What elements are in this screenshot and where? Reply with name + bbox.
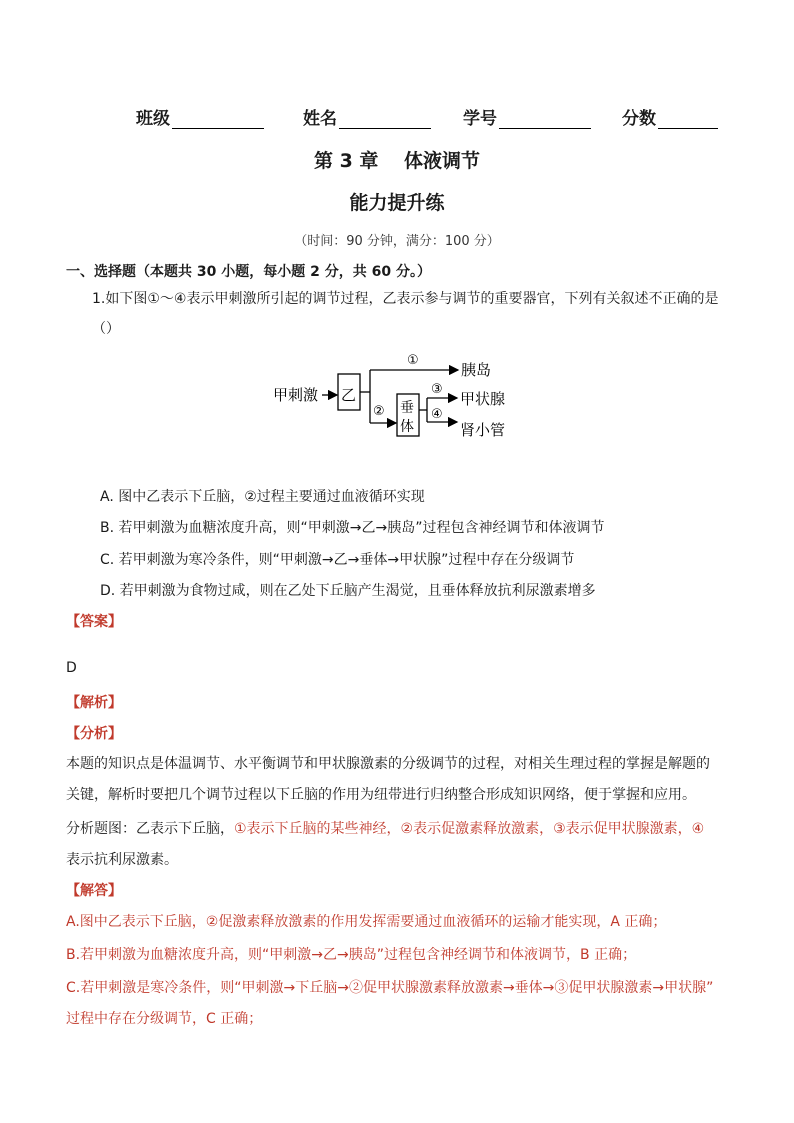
chapter-title: 第 3 章 体液调节 <box>313 150 481 172</box>
section-title: 一、选择题（本题共 30 小题，每小题 2 分，共 60 分。） <box>66 264 431 280</box>
analysis-p2-part-b: ①表示下丘脑的某些神经，②表示促激素释放激素，③表示促甲状腺激素，④ <box>234 821 705 837</box>
analysis-tag: 【分析】 <box>66 726 122 742</box>
class-blank <box>172 108 264 129</box>
id-blank <box>499 108 591 129</box>
solution-c-part-2: ②促甲状腺激素释放激素 <box>348 980 503 996</box>
solution-c-part-5: →甲状腺” <box>652 980 714 996</box>
option-c: C. 若甲刺激为寒冷条件，则“甲刺激→乙→垂体→甲状腺”过程中存在分级调节 <box>100 552 575 568</box>
option-d: D. 若甲刺激为食物过咸，则在乙处下丘脑产生渴觉，且垂体释放抗利尿激素增多 <box>100 583 596 599</box>
target-4-label: 肾小管 <box>460 421 506 439</box>
name-label: 姓名 <box>303 109 337 129</box>
stimulus-label: 甲刺激 <box>273 386 319 404</box>
label-2: ② <box>373 404 385 419</box>
label-1: ① <box>407 353 419 368</box>
organ-b-label: 乙 <box>341 386 357 404</box>
solution-a: A.图中乙表示下丘脑，②促激素释放激素的作用发挥需要通过血液循环的运输才能实现，A 正确； <box>66 914 667 930</box>
analysis-p1-line2: 关键，解析时要把几个调节过程以下丘脑的作用为纽带进行归纳整合形成知识网络，便于掌握和应用。 <box>66 787 696 803</box>
option-b: B. 若甲刺激为血糖浓度升高，则“甲刺激→乙→胰岛”过程包含神经调节和体液调节 <box>100 520 605 536</box>
target-1-label: 胰岛 <box>461 361 492 379</box>
explain-tag: 【解析】 <box>66 695 122 711</box>
label-4: ④ <box>431 407 443 422</box>
target-3-label: 甲状腺 <box>460 390 506 408</box>
option-a: A. 图中乙表示下丘脑，②过程主要通过血液循环实现 <box>100 489 425 505</box>
score-field <box>622 104 718 129</box>
analysis-p1-line1: 本题的知识点是体温调节、水平衡调节和甲状腺激素的分级调节的过程，对相关生理过程的掌握是解题的 <box>66 756 710 772</box>
analysis-p2-line2: 表示抗利尿激素。 <box>66 852 178 868</box>
label-3: ③ <box>431 382 443 397</box>
class-field <box>136 104 264 129</box>
name-field <box>303 104 431 129</box>
page-subtitle: 能力提升练 <box>349 192 445 214</box>
solution-c-part-3: →垂体→ <box>502 980 555 996</box>
solution-b: B.若甲刺激为血糖浓度升高，则“甲刺激→乙→胰岛”过程包含神经调节和体液调节，B 正确； <box>66 947 637 963</box>
time-info: （时间：90 分钟，满分：100 分） <box>294 234 500 249</box>
pituitary-char-1: 垂 <box>400 400 414 416</box>
solution-c-line2: 过程中存在分级调节，C 正确； <box>66 1011 263 1027</box>
name-blank <box>339 108 431 129</box>
id-label: 学号 <box>463 109 497 129</box>
solution-c-line1 <box>66 973 713 1004</box>
question-line-1: 1.如下图①～④表示甲刺激所引起的调节过程，乙表示参与调节的重要器官，下列有关叙述不正确的是 <box>92 291 719 307</box>
class-label: 班级 <box>136 109 170 129</box>
score-blank <box>658 108 718 129</box>
pituitary-char-2: 体 <box>400 419 414 435</box>
analysis-p2-part-a: 分析题图：乙表示下丘脑， <box>66 821 234 837</box>
analysis-p2-line1 <box>66 814 704 845</box>
answer-tag: 【答案】 <box>66 614 122 630</box>
question-line-2: （） <box>92 321 120 337</box>
solution-tag: 【解答】 <box>66 883 122 899</box>
regulation-diagram <box>260 348 520 448</box>
score-label: 分数 <box>622 109 656 129</box>
id-field <box>463 104 591 129</box>
answer-value: D <box>66 660 77 676</box>
solution-c-part-1: C.若甲刺激是寒冷条件，则“甲刺激→下丘脑→ <box>66 980 349 996</box>
solution-c-part-4: ③促甲状腺激素 <box>554 980 653 996</box>
